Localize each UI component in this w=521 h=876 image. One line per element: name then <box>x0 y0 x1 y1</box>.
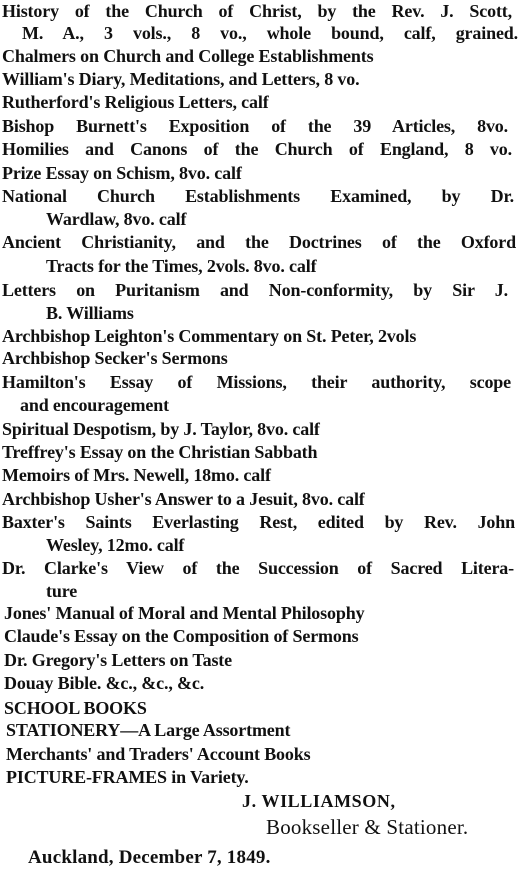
ad-line: Baxter's Saints Everlasting Rest, edited by Rev. John <box>2 512 515 532</box>
ad-line: STATIONERY—A Large Assortment <box>6 720 291 740</box>
ad-line: National Church Establishments Examined, by Dr. <box>2 186 514 206</box>
ad-line: History of the Church of Christ, by the Rev. J. Scott, <box>2 1 512 21</box>
advertiser-title: Bookseller & Stationer. <box>266 815 469 839</box>
ad-line: Wesley, 12mo. calf <box>46 535 185 555</box>
ad-line: Rutherford's Religious Letters, calf <box>2 92 269 112</box>
ad-line: ture <box>46 581 78 601</box>
ad-line: Ancient Christianity, and the Doctrines of the Oxford <box>2 232 516 252</box>
ad-line: Archbishop Secker's Sermons <box>2 348 228 368</box>
ad-line: B. Williams <box>46 303 134 323</box>
ad-line: Jones' Manual of Moral and Mental Philosophy <box>4 603 365 623</box>
ad-line: PICTURE-FRAMES in Variety. <box>6 767 249 787</box>
ad-line: and encouragement <box>20 395 169 415</box>
ad-line: Dr. Gregory's Letters on Taste <box>4 650 232 670</box>
ad-line: Dr. Clarke's View of the Succession of Sacred Litera- <box>2 558 514 578</box>
advertiser-name: J. WILLIAMSON, <box>242 791 396 811</box>
ad-line: Merchants' and Traders' Account Books <box>6 744 311 764</box>
ad-line: Chalmers on Church and College Establishments <box>2 46 374 66</box>
ad-line: Archbishop Leighton's Commentary on St. Peter, 2vols <box>2 326 417 346</box>
dateline: Auckland, December 7, 1849. <box>28 847 271 868</box>
ad-line: M. A., 3 vols., 8 vo., whole bound, calf, grained. <box>22 23 518 43</box>
ad-line: Archbishop Usher's Answer to a Jesuit, 8vo. calf <box>2 489 365 509</box>
ad-line: Memoirs of Mrs. Newell, 18mo. calf <box>2 465 271 485</box>
ad-line: Spiritual Despotism, by J. Taylor, 8vo. calf <box>2 419 320 439</box>
ad-line: Claude's Essay on the Composition of Sermons <box>4 626 359 646</box>
ad-line: Wardlaw, 8vo. calf <box>46 209 187 229</box>
ad-line: Prize Essay on Schism, 8vo. calf <box>2 163 242 183</box>
ad-line: Douay Bible. &c., &c., &c. <box>4 673 205 693</box>
ad-line: SCHOOL BOOKS <box>4 698 147 718</box>
ad-line: Bishop Burnett's Exposition of the 39 Articles, 8vo. <box>2 116 508 136</box>
ad-line: William's Diary, Meditations, and Letters, 8 vo. <box>2 69 360 89</box>
ad-line: Tracts for the Times, 2vols. 8vo. calf <box>46 256 317 276</box>
ad-line: Treffrey's Essay on the Christian Sabbath <box>2 442 318 462</box>
ad-line: Hamilton's Essay of Missions, their authority, scope <box>2 372 511 392</box>
ad-line: Homilies and Canons of the Church of England, 8 vo. <box>2 139 512 159</box>
ad-line: Letters on Puritanism and Non-conformity, by Sir J. <box>2 280 508 300</box>
